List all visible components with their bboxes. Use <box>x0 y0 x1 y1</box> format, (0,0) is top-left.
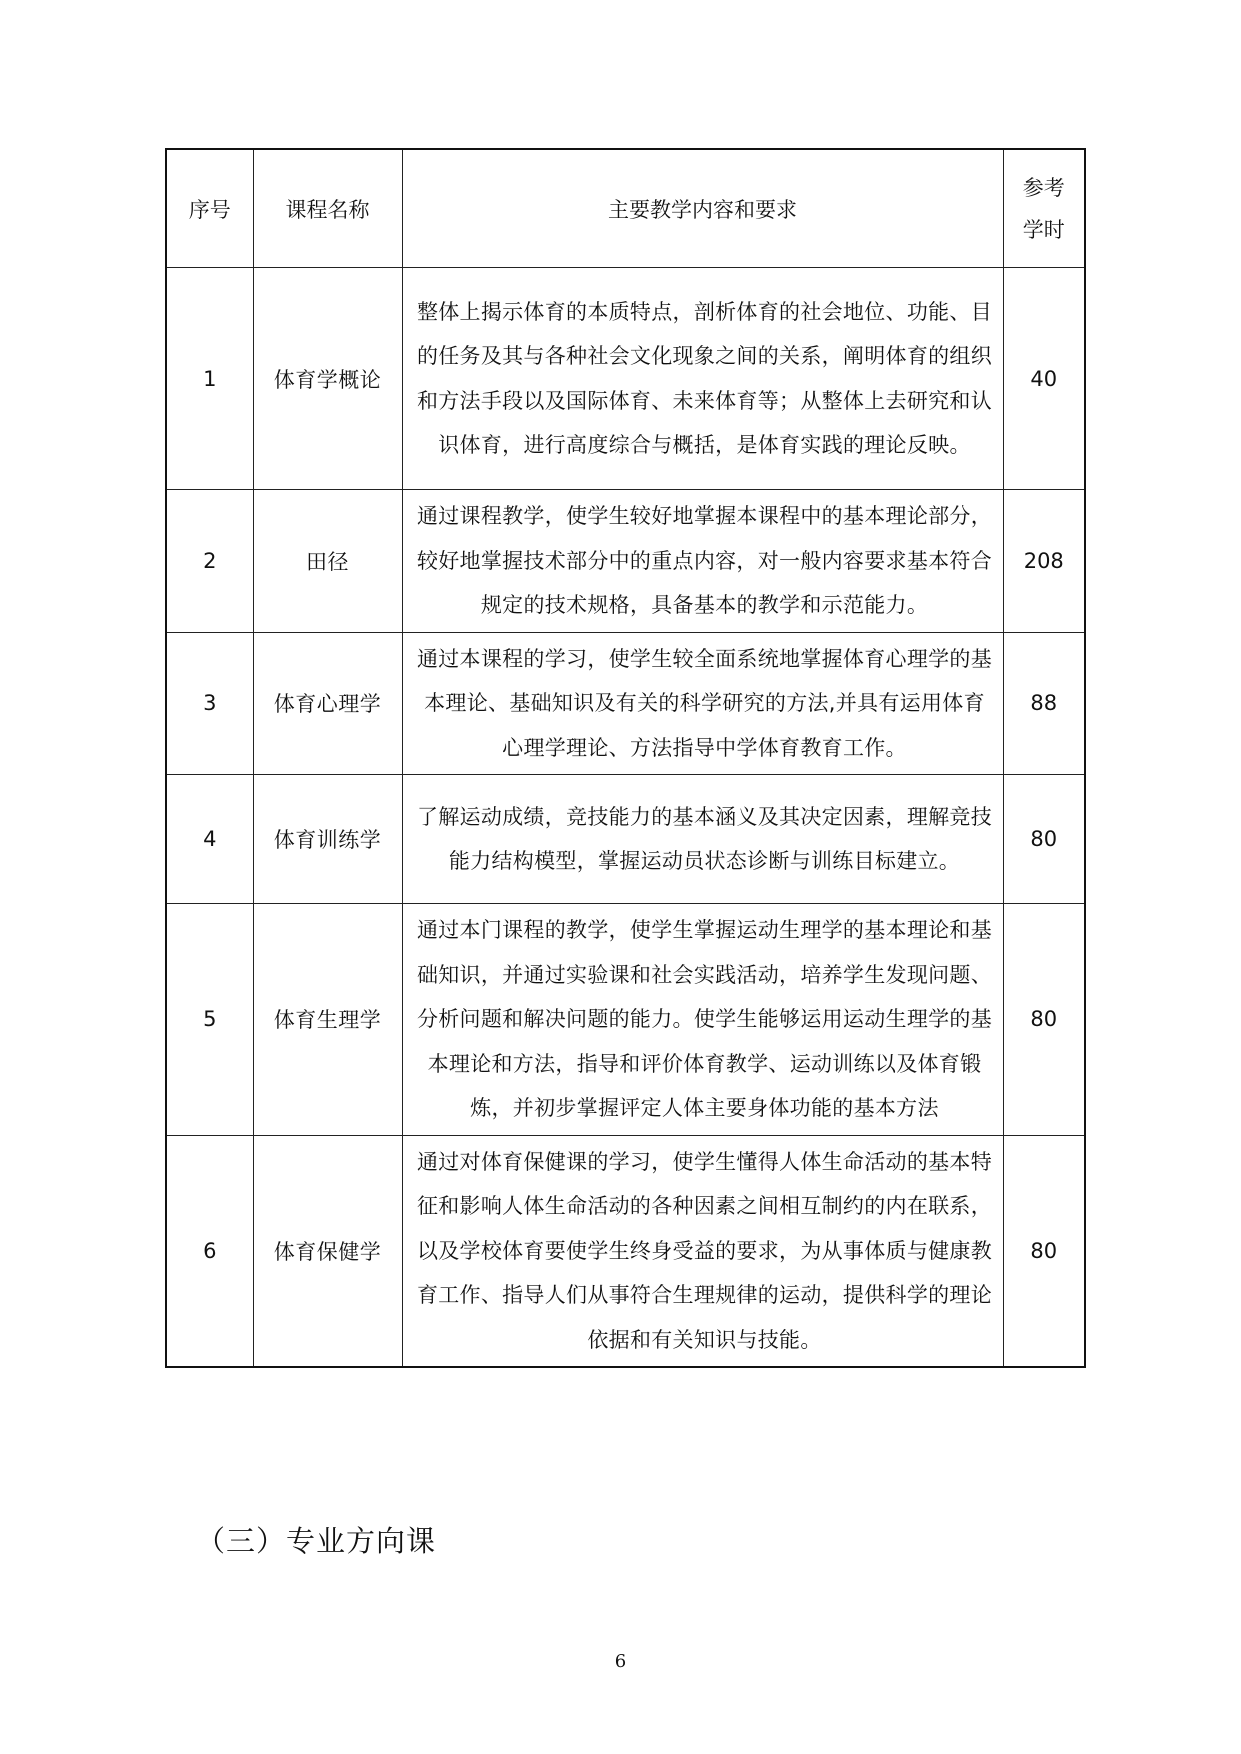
course-table <box>165 148 1086 1368</box>
table-row <box>166 1135 1085 1367</box>
row-hours: 40 <box>1003 268 1085 490</box>
row-hours: 208 <box>1003 490 1085 633</box>
row-course-name: 体育学概论 <box>253 268 402 490</box>
row-index: 4 <box>166 775 253 904</box>
header-content: 主要教学内容和要求 <box>402 149 1003 268</box>
section-heading: （三）专业方向课 <box>196 1524 437 1558</box>
table-row <box>166 775 1085 904</box>
row-index: 6 <box>166 1135 253 1367</box>
row-course-name: 体育训练学 <box>253 775 402 904</box>
header-index: 序号 <box>166 149 253 268</box>
row-index: 5 <box>166 904 253 1136</box>
row-index: 1 <box>166 268 253 490</box>
row-content: 了解运动成绩，竞技能力的基本涵义及其决定因素，理解竞技能力结构模型，掌握运动员状态诊断与训练目标建立。 <box>402 775 1003 904</box>
row-course-name: 体育保健学 <box>253 1135 402 1367</box>
row-course-name: 体育心理学 <box>253 632 402 775</box>
header-hours-line1: 参考 <box>1022 175 1065 200</box>
row-content: 通过对体育保健课的学习，使学生懂得人体生命活动的基本特征和影响人体生命活动的各种因素之间相互制约的内在联系，以及学校体育要使学生终身受益的要求，为从事体质与健康教育工作、指导人们从事符合生理规律的运动，提供科学的理论依据和有关知识与技能。 <box>402 1135 1003 1367</box>
row-content: 通过课程教学，使学生较好地掌握本课程中的基本理论部分，较好地掌握技术部分中的重点内容，对一般内容要求基本符合规定的技术规格，具备基本的教学和示范能力。 <box>402 490 1003 633</box>
row-index: 3 <box>166 632 253 775</box>
row-hours: 80 <box>1003 904 1085 1136</box>
row-content: 整体上揭示体育的本质特点，剖析体育的社会地位、功能、目的任务及其与各种社会文化现象之间的关系，阐明体育的组织和方法手段以及国际体育、未来体育等；从整体上去研究和认识体育，进行高度综合与概括，是体育实践的理论反映。 <box>402 268 1003 490</box>
header-hours-line2: 学时 <box>1022 217 1065 242</box>
header-hours <box>1003 149 1085 268</box>
page-number: 6 <box>614 1651 627 1672</box>
row-hours: 80 <box>1003 775 1085 904</box>
row-hours: 80 <box>1003 1135 1085 1367</box>
row-content: 通过本课程的学习，使学生较全面系统地掌握体育心理学的基本理论、基础知识及有关的科学研究的方法,并具有运用体育心理学理论、方法指导中学体育教育工作。 <box>402 632 1003 775</box>
row-course-name: 田径 <box>253 490 402 633</box>
row-index: 2 <box>166 490 253 633</box>
table-row <box>166 904 1085 1136</box>
table-row <box>166 632 1085 775</box>
header-course-name: 课程名称 <box>253 149 402 268</box>
row-course-name: 体育生理学 <box>253 904 402 1136</box>
row-content: 通过本门课程的教学，使学生掌握运动生理学的基本理论和基础知识，并通过实验课和社会实践活动，培养学生发现问题、分析问题和解决问题的能力。使学生能够运用运动生理学的基本理论和方法，指导和评价体育教学、运动训练以及体育锻炼，并初步掌握评定人体主要身体功能的基本方法 <box>402 904 1003 1136</box>
table-row <box>166 490 1085 633</box>
table-header-row <box>166 149 1085 268</box>
table-row <box>166 268 1085 490</box>
row-hours: 88 <box>1003 632 1085 775</box>
